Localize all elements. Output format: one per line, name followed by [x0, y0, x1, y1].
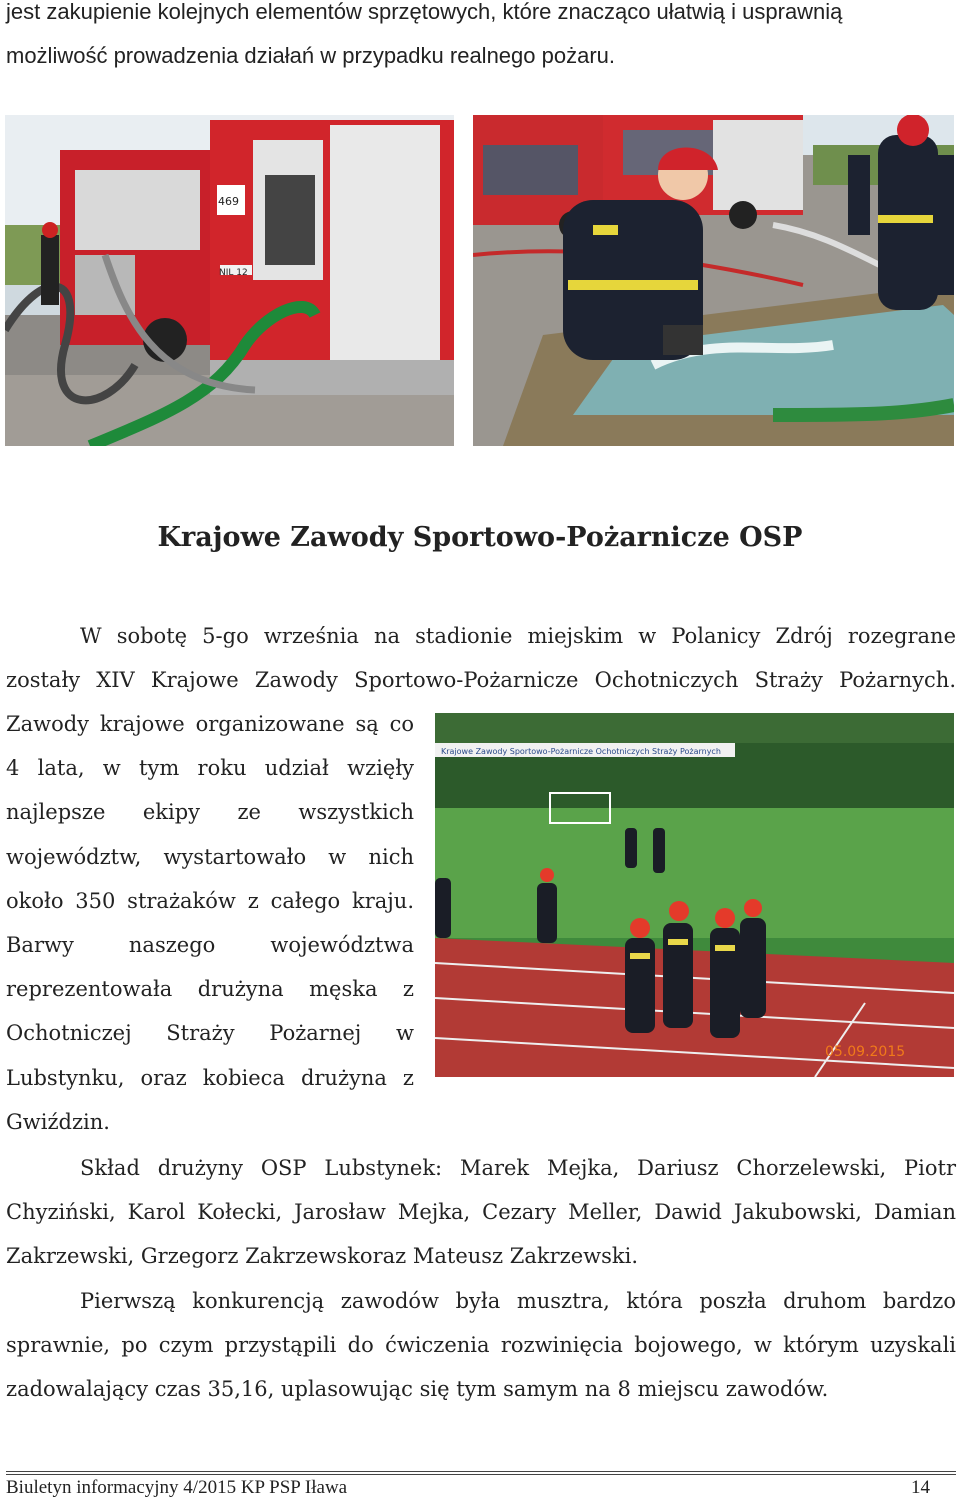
paragraph-team-roster-text: Skład drużyny OSP Lubstynek: Marek Mejka, Dariusz Chorzelewski, Piotr Chyziński, Karol Kołecki, Jarosław Mejka, Cezary Meller, Dawid Jakubowski, Damian Zakrzewski, Grzegorz Zakrzewskoraz Mateusz Zakrzewski. — [6, 1156, 956, 1269]
wrapped-line: najlepsze ekipy ze wszystkich — [6, 800, 414, 825]
article-title: Krajowe Zawody Sportowo-Pożarnicze OSP — [157, 522, 803, 553]
paragraph-results — [6, 1279, 956, 1412]
stadium-team-photo — [435, 713, 954, 1077]
wrapped-line: województw, wystartowało w nich — [6, 844, 414, 869]
truck-number-text: 469 — [218, 195, 239, 208]
paragraph-1 — [6, 614, 956, 702]
wrapped-line: Lubstynku, oraz kobieca drużyna z — [6, 1065, 414, 1090]
wrapped-line: około 350 strażaków z całego kraju. — [6, 888, 414, 913]
paragraph-results-text: Pierwszą konkurencją zawodów była musztra, która poszła druhom bardzo sprawnie, po czym przystąpili do ćwiczenia rozwinięcia bojowego, w którym uzyskali zadowalający czas 35,16, uplasowując się tym samym na 8 miejscu zawodów. — [6, 1289, 956, 1402]
footer-divider — [6, 1471, 956, 1472]
truck-plate-text: NIL 12 — [219, 268, 248, 278]
stadium-banner-text: Krajowe Zawody Sportowo-Pożarnicze Ochotniczych Straży Pożarnych — [441, 747, 721, 756]
paragraph-1-line-1: W sobotę 5-go września na stadionie miejskim w Polanicy Zdrój rozegrane — [80, 624, 956, 648]
wrapped-line: reprezentowała drużyna męska z — [6, 977, 414, 1002]
footer-page-number: 14 — [911, 1477, 930, 1498]
wrapped-line: Gwiździn. — [6, 1109, 110, 1134]
fire-truck-photo — [5, 115, 454, 446]
wrapped-line: 4 lata, w tym roku udział wzięły — [6, 756, 414, 781]
wrapped-line: Zawody krajowe organizowane są co — [6, 712, 414, 736]
wrapped-line: Barwy naszego województwa — [6, 932, 414, 957]
paragraph-team-roster — [6, 1146, 956, 1279]
footer-publication: Biuletyn informacyjny 4/2015 KP PSP Iława — [6, 1477, 348, 1498]
footer-divider — [6, 1474, 956, 1475]
wrapped-paragraph — [6, 702, 414, 1144]
wrapped-line: Ochotniczej Straży Pożarnej w — [6, 1021, 414, 1046]
paragraph-1-line-2: zostały XIV Krajowe Zawody Sportowo-Pożarnicze Ochotniczych Straży Pożarnych. — [6, 668, 956, 693]
firefighter-water-tank-photo — [473, 115, 954, 446]
photo-date-stamp: 05.09.2015 — [825, 1044, 906, 1060]
intro-line-2: możliwość prowadzenia działań w przypadku realnego pożaru. — [6, 43, 615, 68]
intro-line-1: jest zakupienie kolejnych elementów sprzętowych, które znacząco ułatwią i usprawnią — [6, 0, 843, 24]
